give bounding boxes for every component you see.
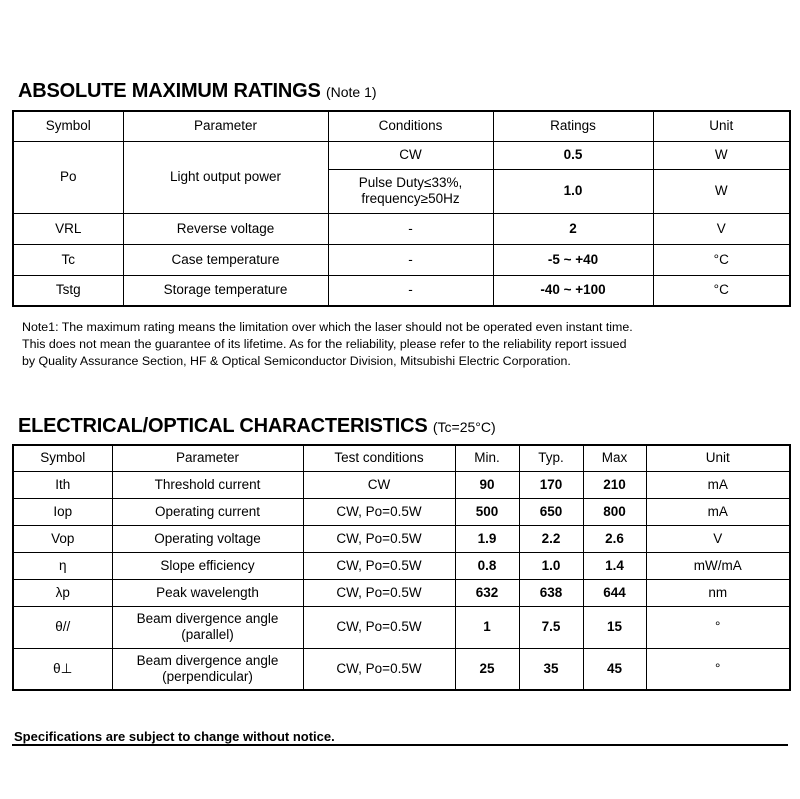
abs-header-ratings: Ratings bbox=[493, 111, 653, 141]
abs-tstg-parameter: Storage temperature bbox=[123, 275, 328, 306]
eo-theta-par-condition: CW, Po=0.5W bbox=[303, 606, 455, 648]
eo-theta-perp-symbol: θ⊥ bbox=[13, 648, 112, 690]
eo-lambda-parameter: Peak wavelength bbox=[112, 579, 303, 606]
eo-header-max: Max bbox=[583, 445, 646, 471]
table-row bbox=[13, 244, 790, 275]
eo-vop-condition: CW, Po=0.5W bbox=[303, 525, 455, 552]
abs-tc-symbol: Tc bbox=[13, 244, 123, 275]
eo-lambda-max: 644 bbox=[583, 579, 646, 606]
note1-line1: Note1: The maximum rating means the limitation over which the laser should not be operated even instant time. bbox=[22, 320, 633, 334]
footer-rule bbox=[12, 744, 788, 746]
abs-tstg-unit: °C bbox=[653, 275, 790, 306]
eo-title-text: ELECTRICAL/OPTICAL CHARACTERISTICS bbox=[18, 415, 428, 437]
eo-theta-perp-min: 25 bbox=[455, 648, 519, 690]
abs-header-parameter: Parameter bbox=[123, 111, 328, 141]
abs-po-condition-pulse-line1: Pulse Duty≤33%, bbox=[358, 175, 463, 190]
eo-theta-par-unit: ° bbox=[646, 606, 790, 648]
eo-theta-perp-parameter-line1: Beam divergence angle bbox=[136, 652, 279, 668]
eo-theta-perp-parameter bbox=[112, 648, 303, 690]
eo-theta-par-min: 1 bbox=[455, 606, 519, 648]
eo-eta-max: 1.4 bbox=[583, 552, 646, 579]
abs-ratings-table bbox=[12, 110, 791, 307]
abs-header-symbol: Symbol bbox=[13, 111, 123, 141]
eo-ith-min: 90 bbox=[455, 471, 519, 498]
eo-theta-perp-parameter-line2: (perpendicular) bbox=[162, 668, 253, 684]
eo-lambda-unit: nm bbox=[646, 579, 790, 606]
eo-iop-symbol: Iop bbox=[13, 498, 112, 525]
note1-line3: by Quality Assurance Section, HF & Optical Semiconductor Division, Mitsubishi Electric Corporation. bbox=[22, 354, 571, 368]
table-row bbox=[13, 552, 790, 579]
note1-line2: This does not mean the guarantee of its lifetime. As for the reliability, please refer to the reliability report issued bbox=[22, 337, 627, 351]
eo-theta-par-parameter bbox=[112, 606, 303, 648]
eo-ith-unit: mA bbox=[646, 471, 790, 498]
eo-theta-perp-unit: ° bbox=[646, 648, 790, 690]
abs-header-conditions: Conditions bbox=[328, 111, 493, 141]
eo-theta-perp-typ: 35 bbox=[519, 648, 583, 690]
eo-header-conditions: Test conditions bbox=[303, 445, 455, 471]
table-row bbox=[13, 213, 790, 244]
table-row bbox=[13, 648, 790, 690]
eo-eta-condition: CW, Po=0.5W bbox=[303, 552, 455, 579]
eo-header-parameter: Parameter bbox=[112, 445, 303, 471]
eo-lambda-min: 632 bbox=[455, 579, 519, 606]
eo-iop-condition: CW, Po=0.5W bbox=[303, 498, 455, 525]
eo-title bbox=[18, 415, 496, 438]
eo-lambda-condition: CW, Po=0.5W bbox=[303, 579, 455, 606]
footer-notice: Specifications are subject to change without notice. bbox=[14, 729, 335, 744]
eo-vop-min: 1.9 bbox=[455, 525, 519, 552]
abs-tstg-rating: -40 ~ +100 bbox=[493, 275, 653, 306]
eo-ith-condition: CW bbox=[303, 471, 455, 498]
abs-tc-rating: -5 ~ +40 bbox=[493, 244, 653, 275]
abs-tc-parameter: Case temperature bbox=[123, 244, 328, 275]
eo-theta-par-typ: 7.5 bbox=[519, 606, 583, 648]
eo-eta-parameter: Slope efficiency bbox=[112, 552, 303, 579]
eo-iop-typ: 650 bbox=[519, 498, 583, 525]
abs-ratings-note-ref: (Note 1) bbox=[325, 84, 377, 100]
table-row bbox=[13, 498, 790, 525]
abs-vrl-symbol: VRL bbox=[13, 213, 123, 244]
table-row bbox=[13, 141, 790, 169]
eo-characteristics-table bbox=[12, 444, 791, 691]
eo-vop-unit: V bbox=[646, 525, 790, 552]
eo-header-row bbox=[13, 445, 790, 471]
eo-theta-perp-condition: CW, Po=0.5W bbox=[303, 648, 455, 690]
table-row bbox=[13, 525, 790, 552]
eo-header-min: Min. bbox=[455, 445, 519, 471]
abs-po-condition-cw: CW bbox=[328, 141, 493, 169]
abs-tc-condition: - bbox=[328, 244, 493, 275]
abs-vrl-rating: 2 bbox=[493, 213, 653, 244]
eo-iop-max: 800 bbox=[583, 498, 646, 525]
eo-eta-min: 0.8 bbox=[455, 552, 519, 579]
abs-tstg-symbol: Tstg bbox=[13, 275, 123, 306]
eo-theta-perp-max: 45 bbox=[583, 648, 646, 690]
note1-block bbox=[22, 319, 792, 370]
abs-po-parameter: Light output power bbox=[123, 141, 328, 213]
eo-eta-unit: mW/mA bbox=[646, 552, 790, 579]
eo-ith-max: 210 bbox=[583, 471, 646, 498]
abs-ratings-title-text: ABSOLUTE MAXIMUM RATINGS bbox=[18, 80, 321, 102]
abs-po-symbol: Po bbox=[13, 141, 123, 213]
eo-lambda-symbol: λp bbox=[13, 579, 112, 606]
eo-vop-parameter: Operating voltage bbox=[112, 525, 303, 552]
abs-vrl-parameter: Reverse voltage bbox=[123, 213, 328, 244]
eo-theta-par-parameter-line1: Beam divergence angle bbox=[136, 611, 279, 626]
abs-tc-unit: °C bbox=[653, 244, 790, 275]
eo-eta-typ: 1.0 bbox=[519, 552, 583, 579]
eo-theta-par-symbol: θ// bbox=[13, 606, 112, 648]
eo-vop-typ: 2.2 bbox=[519, 525, 583, 552]
eo-iop-min: 500 bbox=[455, 498, 519, 525]
eo-header-unit: Unit bbox=[646, 445, 790, 471]
table-row bbox=[13, 471, 790, 498]
eo-cond-ref: (Tc=25°C) bbox=[432, 419, 496, 435]
eo-header-symbol: Symbol bbox=[13, 445, 112, 471]
eo-iop-unit: mA bbox=[646, 498, 790, 525]
table-row bbox=[13, 579, 790, 606]
eo-lambda-typ: 638 bbox=[519, 579, 583, 606]
eo-header-typ: Typ. bbox=[519, 445, 583, 471]
eo-ith-parameter: Threshold current bbox=[112, 471, 303, 498]
abs-vrl-unit: V bbox=[653, 213, 790, 244]
table-row bbox=[13, 275, 790, 306]
eo-ith-typ: 170 bbox=[519, 471, 583, 498]
eo-iop-parameter: Operating current bbox=[112, 498, 303, 525]
abs-po-rating-cw: 0.5 bbox=[493, 141, 653, 169]
abs-header-row bbox=[13, 111, 790, 141]
eo-ith-symbol: Ith bbox=[13, 471, 112, 498]
eo-theta-par-parameter-line2: (parallel) bbox=[181, 627, 234, 642]
eo-vop-symbol: Vop bbox=[13, 525, 112, 552]
abs-po-condition-pulse-line2: frequency≥50Hz bbox=[361, 191, 460, 206]
abs-vrl-condition: - bbox=[328, 213, 493, 244]
eo-theta-par-max: 15 bbox=[583, 606, 646, 648]
abs-po-rating-pulse: 1.0 bbox=[493, 169, 653, 213]
table-row bbox=[13, 606, 790, 648]
abs-ratings-title bbox=[18, 80, 377, 103]
abs-po-unit-pulse: W bbox=[653, 169, 790, 213]
eo-eta-symbol: η bbox=[13, 552, 112, 579]
abs-po-unit-cw: W bbox=[653, 141, 790, 169]
abs-tstg-condition: - bbox=[328, 275, 493, 306]
eo-vop-max: 2.6 bbox=[583, 525, 646, 552]
abs-header-unit: Unit bbox=[653, 111, 790, 141]
abs-po-condition-pulse bbox=[328, 169, 493, 213]
